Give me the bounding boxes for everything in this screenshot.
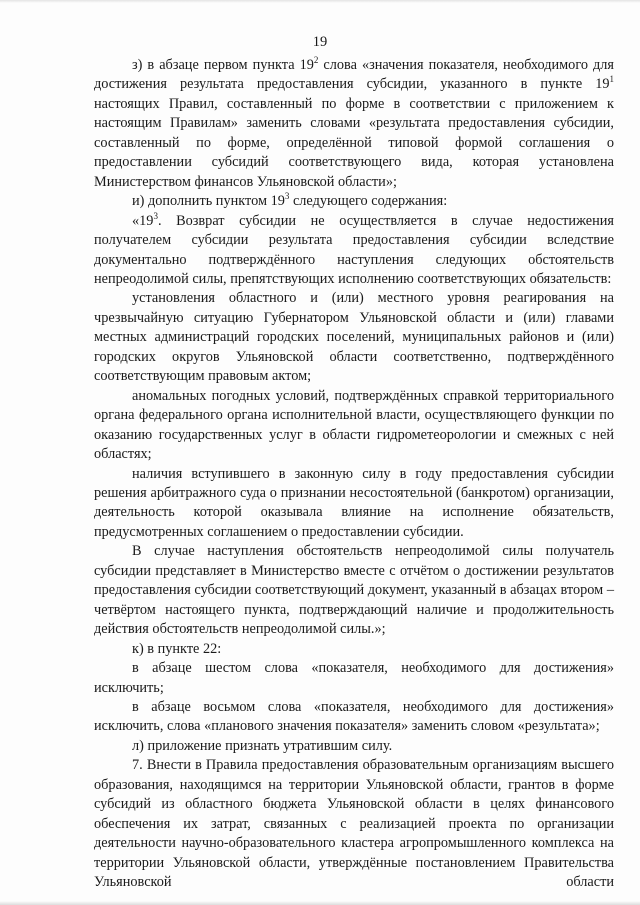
paragraph-7: 7. Внести в Правила предоставления образовательным организациям высшего образования, находящимся на территории Ульяновской области, грантов в форме субсидий из областного бюджета Ульяновской области в целях финансового обеспечения их затрат, связанных с реализацией проекта по организации деятельности научно-образовательного кластера агропромышленного комплекса на территории Ульяновской области, утверждённые постановлением Правительства Ульяновской области	[94, 757, 614, 891]
paragraph-i: и) дополнить пунктом $19^3$ следующего содержания:	[132, 191, 448, 210]
scan-edge-top	[0, 0, 640, 3]
paragraph-l: л) приложение признать утратившим силу.	[132, 737, 393, 754]
page-number: 19	[312, 34, 328, 50]
scan-edge-bottom	[0, 901, 640, 905]
paragraph-k-eighth: в абзаце восьмом слова «показателя, необходимого для достижения» исключить, слова «планового значения показателя» заменить словом «результата»;	[94, 698, 614, 735]
document-body	[94, 56, 614, 892]
paragraph-force-majeure: В случае наступления обстоятельств непреодолимой силы получатель субсидии представляет в Министерство вместе с отчётом о достижении результатов предоставления субсидии соответствующий документ, указанный в абзацах втором – четвёртом настоящего пункта, подтверждающий наличие и продолжительность действия обстоятельств непреодолимой силы.»;	[94, 543, 614, 638]
paragraph-k: к) в пункте 22:	[132, 640, 222, 657]
paragraph-court-decision: наличия вступившего в законную силу в году предоставления субсидии решения арбитражного суда о признании несостоятельной (банкротом) организации, деятельность которой оказывала влияние на исполнение обязательств, предусмотренных соглашением о предоставлении субсидии.	[94, 465, 614, 540]
superscript-index: 3	[153, 210, 158, 221]
paragraph-weather: аномальных погодных условий, подтверждённых справкой территориального органа федерального органа исполнительной власти, осуществляющего функции по оказанию государственных услуг в области гидрометеорологии и смежных с ней областях;	[94, 387, 614, 463]
paragraph-k-sixth: в абзаце шестом слова «показателя, необходимого для достижения» исключить;	[94, 660, 614, 696]
paragraph-emergency: установления областного и (или) местного уровня реагирования на чрезвычайную ситуацию Губернатором Ульяновской области и (или) главами местных администраций городских поселений, муниципальных районов и (или) городских округов Ульяновской области соответственно, подтверждённого соответствующим правовым актом;	[94, 290, 614, 385]
paragraph-z: з) в абзаце первом пункта $19^2$ слова «значения показателя, необходимого для достижения результата предоставления субсидии, указанного в пункте $19^1$ настоящих Правил, составленный по форме в соответствии с приложением к настоящим Правилам» заменить словами «результата предоставления субсидии, составленный по форме, определённой типовой формой соглашения о предоставлении субсидий соответствующего вида, которая установлена Министерством финансов Ульяновской области»;	[94, 55, 614, 190]
paragraph-19-3: «$19^3$. Возврат субсидии не осуществляется в случае недостижения получателем субсидии результата предоставления субсидии вследствие документально подтверждённого наступления следующих обстоятельств непреодолимой силы, препятствующих исполнению соответствующих обязательств:	[94, 210, 614, 287]
superscript-index: 1	[609, 74, 614, 85]
superscript-index: 2	[313, 55, 319, 65]
superscript-index: 3	[284, 191, 290, 202]
